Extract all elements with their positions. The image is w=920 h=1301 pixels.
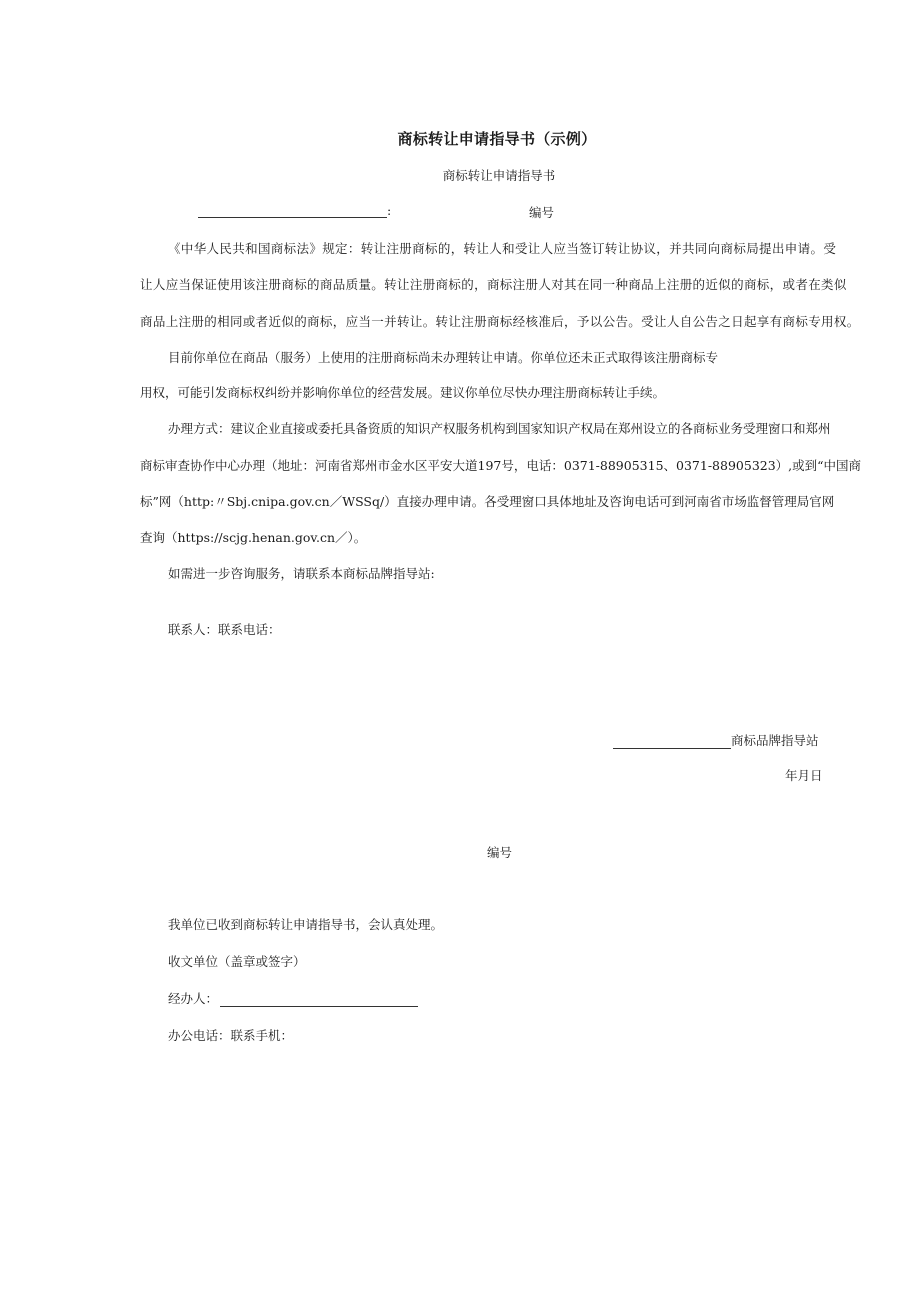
paragraph3-line1: 办理方式：建议企业直接或委托具备资质的知识产权服务机构到国家知识产权局在郑州设立的各商标业务受理窗口和郑州 [168, 421, 831, 436]
consult-text: 如需进一步咨询服务，请联系本商标品牌指导站: [168, 566, 435, 581]
receiving-unit: 收文单位（盖章或签字） [168, 954, 306, 969]
paragraph2-line2: 用权，可能引发商标权纠纷并影响你单位的经营发展。建议你单位尽快办理注册商标转让手续。 [140, 385, 666, 400]
receipt-received-text: 我单位已收到商标转让申请指导书，会认真处理。 [168, 917, 444, 932]
date-label: 年月日 [785, 768, 823, 783]
handler-blank[interactable] [220, 992, 418, 1007]
document-subtitle: 商标转让申请指导书 [442, 168, 556, 183]
paragraph1-line2: 让人应当保证使用该注册商标的商品质量。转让注册商标的，商标注册人对其在同一种商品上注册的近似的商标，或者在类似 [140, 277, 847, 292]
station-blank[interactable] [613, 734, 731, 749]
handler-label: 经办人： [168, 991, 219, 1006]
serial-line [198, 203, 391, 218]
receipt-number-label: 编号 [487, 845, 513, 860]
serial-colon: : [387, 203, 392, 218]
paragraph3-line2: 商标审查协作中心办理（地址：河南省郑州市金水区平安大道197号，电话：0371-88905315、0371-88905323）,或到“中国商 [140, 458, 862, 473]
paragraph3-line3: 标”网（http:〃Sbj.cnipa.gov.cn／WSSq/）直接办理申请。各受理窗口具体地址及咨询电话可到河南省市场监督管理局官网 [140, 494, 835, 509]
serial-blank[interactable] [198, 203, 387, 218]
paragraph3-line4: 查询（https://scjg.henan.gov.cn／）。 [140, 530, 367, 545]
paragraph1-line3: 商品上注册的相同或者近似的商标，应当一并转让。转让注册商标经核准后，予以公告。受让人自公告之日起享有商标专用权。 [140, 314, 860, 329]
handler-line [168, 989, 418, 1007]
station-label: 商标品牌指导站 [731, 733, 819, 748]
document-title: 商标转让申请指导书（示例） [397, 130, 597, 148]
number-label: 编号 [529, 205, 555, 220]
receipt-phone-text: 办公电话：联系手机： [168, 1028, 294, 1043]
paragraph2-line1: 目前你单位在商品（服务）上使用的注册商标尚未办理转让申请。你单位还未正式取得该注册商标专 [168, 350, 719, 365]
contact-text: 联系人：联系电话： [168, 622, 281, 637]
station-signature [613, 731, 819, 749]
paragraph1-line1: 《中华人民共和国商标法》规定：转让注册商标的，转让人和受让人应当签订转让协议，并共同向商标局提出申请。受 [168, 241, 837, 256]
